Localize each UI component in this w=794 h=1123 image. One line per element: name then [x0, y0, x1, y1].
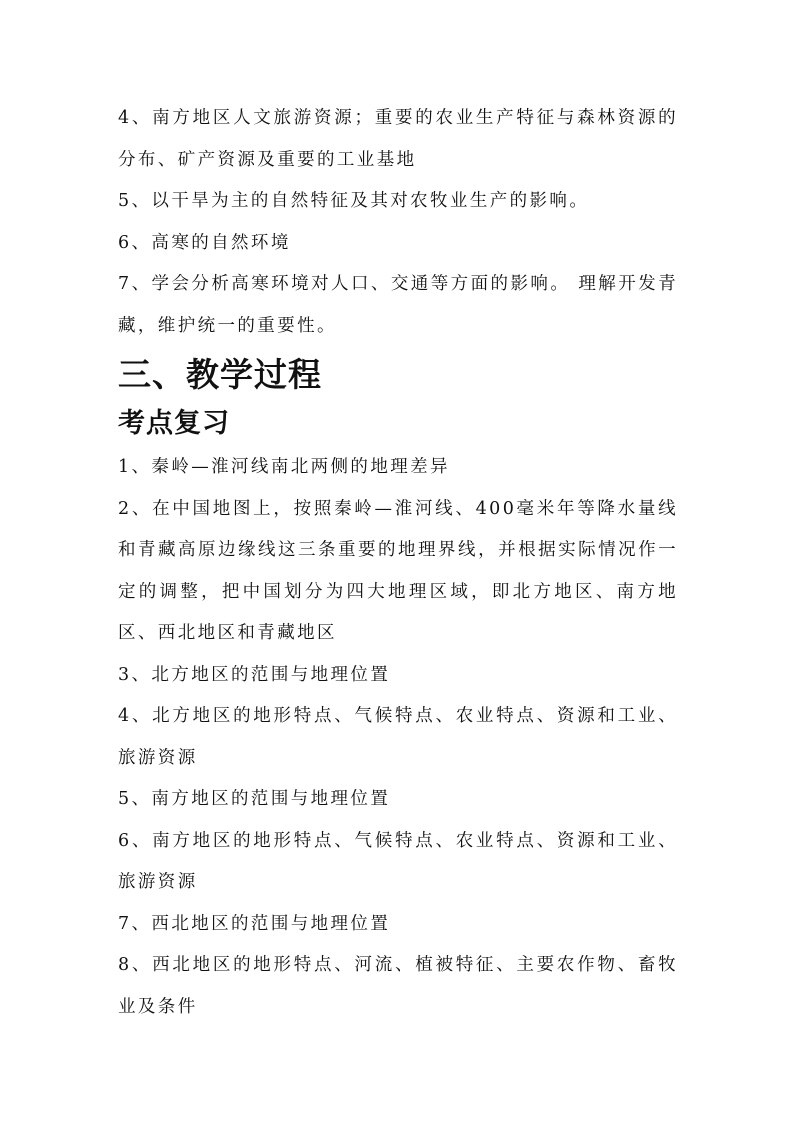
list-item: 7、学会分析高寒环境对人口、交通等方面的影响。 理解开发青藏，维护统一的重要性。: [118, 274, 678, 336]
review-item: 7、西北地区的范围与地理位置: [118, 913, 391, 934]
review-item: 4、北方地区的地形特点、气候特点、农业特点、资源和工业、旅游资源: [118, 706, 678, 768]
review-item: 6、南方地区的地形特点、气候特点、农业特点、资源和工业、旅游资源: [118, 830, 678, 892]
review-item: 8、西北地区的地形特点、河流、植被特征、主要农作物、畜牧业及条件: [118, 955, 678, 1017]
list-item: 6、高寒的自然环境: [118, 232, 291, 253]
list-item: 5、以干旱为主的自然特征及其对农牧业生产的影响。: [118, 191, 590, 211]
review-item: 5、南方地区的范围与地理位置: [118, 789, 391, 809]
review-item: 1、秦岭—淮河线南北两侧的地理差异: [118, 457, 450, 477]
list-item: 4、南方地区人文旅游资源；重要的农业生产特征与森林资源的分布、矿产资源及重要的工业基地: [118, 108, 678, 170]
sub-heading: 考点复习: [118, 408, 230, 439]
review-item: 2、在中国地图上，按照秦岭—淮河线、400毫米年等降水量线和青藏高原边缘线这三条重要的地理界线，并根据实际情况作一定的调整，把中国划分为四大地理区域，即北方地区、南方地区、西北地区和青藏地区: [118, 498, 678, 643]
document-body: [118, 98, 678, 1028]
review-item: 3、北方地区的范围与地理位置: [118, 664, 391, 685]
section-heading: 三、教学过程: [118, 355, 322, 394]
